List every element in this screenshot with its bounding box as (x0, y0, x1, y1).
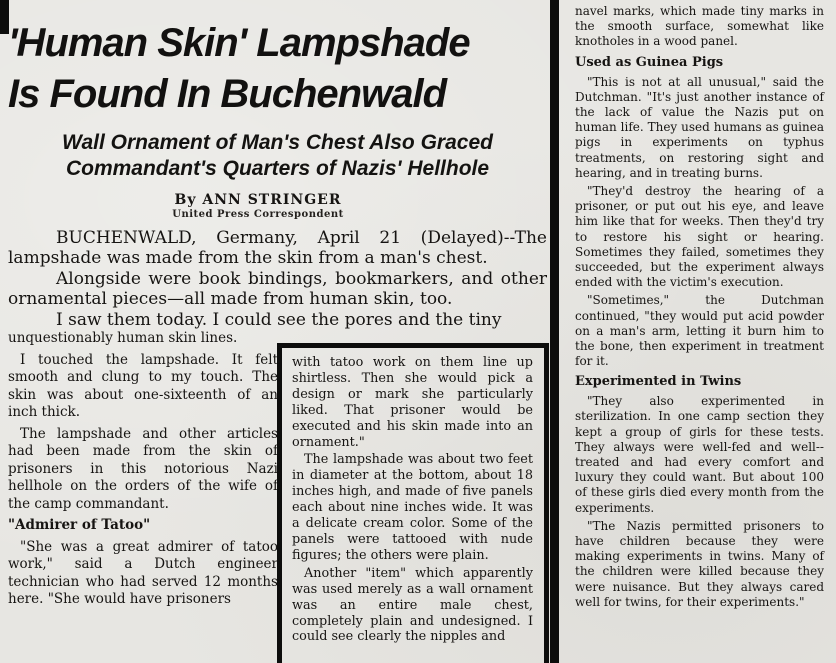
right-column (566, 0, 830, 663)
article-paragraph: "The Nazis permitted prisoners to have children because they were making experiments in twins. Many of the children were killed because they were nuisance. But they always cared well for twins, for their experiments." (575, 518, 824, 609)
article-paragraph: I touched the lampshade. It felt smooth and clung to my touch. The skin was about one-sixteenth of an inch thick. (8, 351, 278, 421)
article-paragraph: "This is not at all unusual," said the Dutchman. "It's just another instance of the lack of value the Nazis put on human life. They used humans as guinea pigs in experiments on typhus treatments, on restoring sight and hearing, and in treating burns. (575, 74, 824, 180)
byline: By ANN STRINGER (174, 191, 342, 208)
article-paragraph: "They also experimented in sterilization. In one camp section they kept a group of girls for these tests. They always were well-fed and well--treated and had every comfort and luxury they could want. But about 100 of these girls died every month from the experiments. (575, 394, 824, 515)
headline-line-2: Is Found In Buchenwald (8, 72, 446, 117)
section-subhead-experimented-in-twins: Experimented in Twins (575, 374, 742, 390)
subheadline-line-1: Wall Ornament of Man's Chest Also Graced (62, 131, 493, 155)
article-headline (8, 18, 547, 120)
article-paragraph: Another "item" which apparently was used merely as a wall ornament was an entire male chest, completely plain and undesigned. I could see clearly the nipples and (292, 565, 533, 645)
section-subhead-used-as-guinea-pigs: Used as Guinea Pigs (575, 54, 724, 70)
article-paragraph: unquestionably human skin lines. (8, 330, 238, 347)
section-subhead-admirer-of-tatoo: "Admirer of Tatoo" (8, 517, 151, 534)
byline-organization: United Press Correspondent (172, 208, 344, 220)
subheadline-line-2: Commandant's Quarters of Nazis' Hellhole (65, 156, 490, 180)
article-paragraph: The lampshade and other articles had been made from the skin of prisoners in this notorious Nazi hellhole on the orders of the wife of the camp commandant. (8, 425, 278, 512)
left-column (8, 330, 278, 609)
article-paragraph: "She was a great admirer of tatoo work," said a Dutch engineer technician who had served 12 months here. "She would have prisoners (8, 538, 278, 608)
article-paragraph: Alongside were book bindings, bookmarkers, and other ornamental pieces—all made from human skin, too. (8, 268, 547, 310)
boxed-sidebar-column (277, 343, 549, 663)
article-paragraph: "Sometimes," the Dutchman continued, "they would put acid powder on a man's arm, letting it burn him to the bone, then experiment in treatment for it. (575, 293, 824, 369)
article-paragraph: BUCHENWALD, Germany, April 21 (Delayed)--The lampshade was made from the skin from a man's chest. (8, 227, 547, 269)
article-paragraph: I saw them today. I could see the pores and the tiny (56, 309, 502, 330)
article-paragraph: "They'd destroy the hearing of a prisoner, or put out his eye, and leave him like that for weeks. Then they'd try to restore his sight or hearing. Sometimes they failed, sometimes they succeeded, but the experiment always ended with the victim's execution. (575, 183, 824, 290)
column-divider-rule (550, 0, 559, 663)
article-intro (8, 228, 547, 331)
article-paragraph: navel marks, which made tiny marks in the smooth surface, somewhat like knotholes in a wood panel. (575, 4, 824, 49)
article-paragraph: with tatoo work on them line up shirtless. Then she would pick a design or mark she particularly liked. That prisoner would be executed and his skin made into an ornament." (292, 355, 533, 450)
article-subheadline (8, 130, 547, 180)
headline-line-1: 'Human Skin' Lampshade (8, 21, 470, 65)
article-paragraph: The lampshade was about two feet in diameter at the bottom, about 18 inches high, and made of five panels each about nine inches wide. It was a delicate cream color. Some of the panels were tattooed with nude figures; the others were plain. (292, 452, 533, 563)
